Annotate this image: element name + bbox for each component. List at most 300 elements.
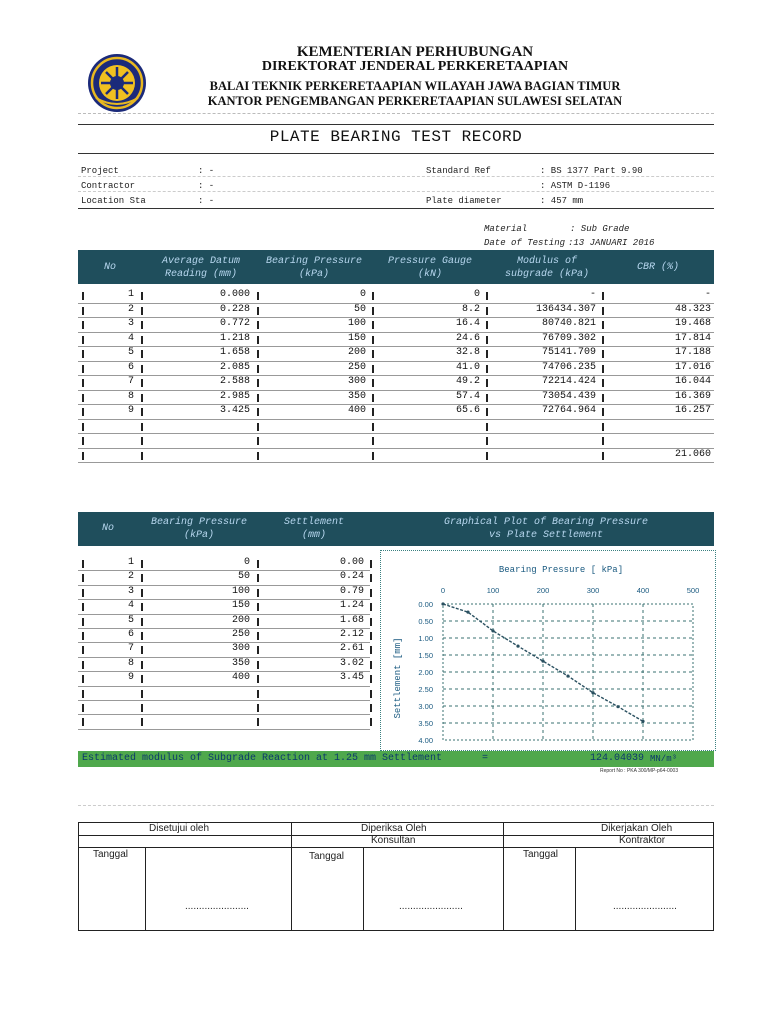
cell-bracket <box>141 336 143 344</box>
t1-cell-mod: 72764.964 <box>541 405 596 416</box>
cell-bracket <box>141 437 143 445</box>
cell-bracket <box>82 292 84 300</box>
cell-bracket <box>141 661 143 669</box>
t2-cell-no <box>86 714 134 728</box>
cell-bracket <box>486 307 488 315</box>
cell-bracket <box>370 704 372 712</box>
t1-col-bp-2: (kPa) <box>298 269 329 280</box>
cell-bracket <box>82 661 84 669</box>
cell-bracket <box>370 632 372 640</box>
cell-bracket <box>257 718 259 726</box>
t2-cell-bp: 50 <box>237 571 250 583</box>
t1-cell-cbr: 21.060 <box>674 448 711 460</box>
t1-cell-datum: 2.985 <box>219 390 250 402</box>
t1-cell-pg: 16.4 <box>455 318 480 329</box>
cell-bracket <box>372 350 374 358</box>
sig-divider-2 <box>503 823 504 930</box>
cell-bracket <box>141 718 143 726</box>
x-tick-label: 0 <box>440 586 446 595</box>
cell-bracket <box>372 365 374 373</box>
t2-cell-no: 1 <box>127 557 134 568</box>
t1-col-mod-1: Modulus of <box>516 256 577 267</box>
t1-col-mod-2: subgrade (kPa) <box>504 269 589 280</box>
t1-cell-bp: 50 <box>353 303 366 315</box>
t2-cell-no: 9 <box>127 672 134 684</box>
cell-bracket <box>370 603 372 611</box>
meta-rule-2 <box>78 191 714 192</box>
meta-rule-3 <box>78 208 714 209</box>
t1-cell-mod: 136434.307 <box>535 303 596 315</box>
cell-bracket <box>370 675 372 683</box>
t1-cell-bp: 200 <box>347 347 366 358</box>
t1-cell-cbr: 19.468 <box>674 318 711 329</box>
t1-cell-pg: 32.8 <box>455 347 480 358</box>
t2-cell-set: 3.02 <box>339 657 364 669</box>
cell-bracket <box>602 452 604 460</box>
cell-bracket <box>82 336 84 344</box>
title-top-rule <box>78 124 714 125</box>
t1-cell-datum: 2.588 <box>219 376 250 387</box>
t2-cell-set: 0.00 <box>339 557 364 568</box>
y-tick-label: 1.50 <box>418 651 433 660</box>
t1-cell-bp: 300 <box>347 376 366 387</box>
header-office: BALAI TEKNIK PERKERETAAPIAN WILAYAH JAWA BAGIAN TIMUR <box>209 79 621 93</box>
cell-bracket <box>602 408 604 416</box>
t1-cell-pg <box>376 433 480 447</box>
estimate-value: 124.04039 <box>590 753 645 764</box>
sig-rule-bottom <box>79 847 713 848</box>
x-tick-label: 200 <box>536 586 550 595</box>
cell-bracket <box>82 452 84 460</box>
cell-bracket <box>372 423 374 431</box>
cell-bracket <box>141 646 143 654</box>
cell-bracket <box>141 394 143 402</box>
cell-bracket <box>257 574 259 582</box>
t1-cell-bp <box>261 448 366 462</box>
cell-bracket <box>602 292 604 300</box>
t2-cell-set: 0.79 <box>339 585 364 597</box>
sig-rule-left <box>79 835 291 836</box>
cell-bracket <box>257 292 259 300</box>
cell-bracket <box>486 365 488 373</box>
cell-bracket <box>370 718 372 726</box>
t1-cell-pg: 65.6 <box>455 405 480 416</box>
sig-line-1: ....................... <box>185 901 249 912</box>
sig-line-2: ....................... <box>399 901 463 912</box>
t1-cell-pg: 24.6 <box>455 332 480 344</box>
cell-bracket <box>486 408 488 416</box>
cell-bracket <box>486 292 488 300</box>
t1-cell-datum <box>145 419 250 433</box>
cell-bracket <box>370 618 372 626</box>
sig-contractor: Kontraktor <box>619 835 666 846</box>
t1-cell-pg: 41.0 <box>455 361 480 373</box>
plate-label: Plate diameter <box>426 196 502 206</box>
t1-cell-bp: 100 <box>347 318 366 329</box>
cell-bracket <box>486 452 488 460</box>
y-tick-label: 0.50 <box>418 617 433 626</box>
cell-bracket <box>82 603 84 611</box>
cell-bracket <box>370 690 372 698</box>
t1-cell-cbr: 16.369 <box>674 390 711 402</box>
cell-bracket <box>257 394 259 402</box>
cell-bracket <box>486 321 488 329</box>
cell-bracket <box>372 321 374 329</box>
plate-value: : 457 mm <box>540 196 584 206</box>
cell-bracket <box>141 365 143 373</box>
t2-plot-title-1: Graphical Plot of Bearing Pressure <box>443 517 649 528</box>
t2-cell-set <box>261 700 364 714</box>
cell-bracket <box>372 379 374 387</box>
cell-bracket <box>82 365 84 373</box>
cell-bracket <box>141 452 143 460</box>
sig-subdiv-1 <box>145 847 146 930</box>
t2-plot-title-2: vs Plate Settlement <box>488 530 604 541</box>
estimate-label: Estimated modulus of Subgrade Reaction at 1.25 mm Settlement <box>82 753 443 764</box>
t1-cell-cbr <box>606 419 711 433</box>
cell-bracket <box>486 379 488 387</box>
t1-cell-cbr: 17.814 <box>674 332 711 344</box>
t1-cell-pg <box>376 448 480 462</box>
cell-bracket <box>82 394 84 402</box>
cell-bracket <box>602 336 604 344</box>
sig-line-3: ....................... <box>613 901 677 912</box>
t1-cell-bp <box>261 433 366 447</box>
cell-bracket <box>141 560 143 568</box>
sig-done-by: Dikerjakan Oleh <box>601 823 673 834</box>
cell-bracket <box>486 394 488 402</box>
t1-cell-pg <box>376 419 480 433</box>
t2-cell-no: 8 <box>127 657 134 669</box>
t1-col-pg-1: Pressure Gauge <box>387 256 472 267</box>
cell-bracket <box>372 394 374 402</box>
cell-bracket <box>141 589 143 597</box>
t2-cell-bp: 300 <box>231 643 250 655</box>
cell-bracket <box>486 437 488 445</box>
t1-cell-bp: 150 <box>347 332 366 344</box>
y-tick-label: 2.50 <box>418 685 433 694</box>
cell-bracket <box>257 307 259 315</box>
chart-title: Bearing Pressure [ kPa] <box>498 565 624 575</box>
t2-col-bp-1: Bearing Pressure <box>150 517 247 528</box>
cell-bracket <box>257 618 259 626</box>
t1-cell-pg: 0 <box>473 289 480 300</box>
t2-cell-no: 2 <box>127 571 134 583</box>
standard-label: Standard Ref <box>426 166 491 176</box>
cell-bracket <box>257 423 259 431</box>
settlement-chart <box>381 551 715 750</box>
t1-cell-cbr: 17.016 <box>674 361 711 373</box>
t2-col-set-1: Settlement <box>283 517 344 528</box>
sig-approved-by: Disetujui oleh <box>149 823 210 834</box>
cell-bracket <box>370 574 372 582</box>
t1-row-line <box>78 462 714 463</box>
t1-cell-mod: 76709.302 <box>541 332 596 344</box>
cell-bracket <box>257 661 259 669</box>
cell-bracket <box>82 574 84 582</box>
cell-bracket <box>257 646 259 654</box>
cell-bracket <box>602 365 604 373</box>
t1-cell-no <box>86 448 134 462</box>
x-tick-label: 100 <box>486 586 500 595</box>
header-ministry: KEMENTERIAN PERHUBUNGAN <box>296 44 534 60</box>
t2-cell-no <box>86 686 134 700</box>
t1-cell-datum: 3.425 <box>219 405 250 416</box>
t1-cell-cbr <box>606 433 711 447</box>
t1-cell-mod <box>490 419 596 433</box>
x-tick-label: 400 <box>636 586 650 595</box>
t1-cell-mod <box>490 448 596 462</box>
cell-bracket <box>370 560 372 568</box>
cell-bracket <box>82 618 84 626</box>
t1-cell-mod <box>490 433 596 447</box>
t1-cell-no: 5 <box>127 347 134 358</box>
t1-cell-no: 1 <box>127 289 134 300</box>
cell-bracket <box>141 704 143 712</box>
t1-cell-bp <box>261 419 366 433</box>
t2-row-line <box>78 729 370 730</box>
t1-cell-no: 6 <box>127 361 134 373</box>
t1-cell-datum: 0.228 <box>219 303 250 315</box>
cell-bracket <box>141 321 143 329</box>
project-label: Project <box>81 166 119 176</box>
cell-bracket <box>82 379 84 387</box>
cell-bracket <box>82 350 84 358</box>
y-tick-label: 0.00 <box>418 600 433 609</box>
t1-cell-no: 2 <box>127 303 134 315</box>
t2-cell-no: 6 <box>127 629 134 640</box>
contractor-label: Contractor <box>81 181 136 191</box>
cell-bracket <box>372 437 374 445</box>
t2-cell-no: 7 <box>127 643 134 655</box>
cell-bracket <box>141 379 143 387</box>
t2-cell-bp: 350 <box>231 657 250 669</box>
t2-cell-bp: 150 <box>231 600 250 612</box>
t1-col-no: No <box>103 262 116 273</box>
cell-bracket <box>82 321 84 329</box>
cell-bracket <box>82 408 84 416</box>
estimate-bar <box>78 751 714 767</box>
t1-cell-datum: 1.658 <box>219 347 250 358</box>
cell-bracket <box>257 365 259 373</box>
t1-cell-datum: 0.772 <box>219 318 250 329</box>
t2-cell-no: 4 <box>127 600 134 612</box>
cell-bracket <box>141 292 143 300</box>
t2-cell-set <box>261 714 364 728</box>
t1-cell-no: 4 <box>127 332 134 344</box>
sig-divider-1 <box>291 823 292 930</box>
t2-cell-no: 3 <box>127 585 134 597</box>
cell-bracket <box>82 560 84 568</box>
t1-cell-bp: 250 <box>347 361 366 373</box>
cell-bracket <box>370 646 372 654</box>
t2-col-no: No <box>101 523 114 534</box>
t1-cell-bp: 350 <box>347 390 366 402</box>
cell-bracket <box>372 452 374 460</box>
t1-cell-mod: 74706.235 <box>541 361 596 373</box>
cell-bracket <box>602 437 604 445</box>
settlement-point <box>566 674 569 677</box>
cell-bracket <box>602 321 604 329</box>
cell-bracket <box>257 560 259 568</box>
t1-col-datum-2: Reading (mm) <box>164 269 237 280</box>
cell-bracket <box>141 603 143 611</box>
cell-bracket <box>257 408 259 416</box>
settlement-point <box>591 691 594 694</box>
cell-bracket <box>82 437 84 445</box>
sig-subdiv-3 <box>575 847 576 930</box>
t1-cell-no: 7 <box>127 376 134 387</box>
cell-bracket <box>141 423 143 431</box>
t2-cell-bp: 250 <box>231 629 250 640</box>
cell-bracket <box>486 423 488 431</box>
estimate-equals: = <box>482 753 489 764</box>
t2-cell-no <box>86 700 134 714</box>
t1-cell-mod: 80740.821 <box>541 318 596 329</box>
table1-header <box>78 250 714 284</box>
cell-bracket <box>486 350 488 358</box>
t1-cell-mod: 73054.439 <box>541 390 596 402</box>
cell-bracket <box>602 379 604 387</box>
cell-bracket <box>372 307 374 315</box>
cell-bracket <box>602 394 604 402</box>
y-tick-label: 4.00 <box>418 736 433 745</box>
t1-cell-cbr: 17.188 <box>674 347 711 358</box>
settlement-point <box>616 705 619 708</box>
cell-bracket <box>257 336 259 344</box>
t2-cell-bp <box>145 714 250 728</box>
t1-cell-datum: 0.000 <box>219 289 250 300</box>
cell-bracket <box>257 603 259 611</box>
cell-bracket <box>257 379 259 387</box>
ministry-logo-icon <box>86 52 148 114</box>
material-label: Material <box>484 224 528 234</box>
t1-cell-no: 9 <box>127 405 134 416</box>
header-branch: KANTOR PENGEMBANGAN PERKERETAAPIAN SULAWESI SELATAN <box>207 94 623 108</box>
cell-bracket <box>82 589 84 597</box>
y-tick-label: 1.00 <box>418 634 433 643</box>
t2-col-set-2: (mm) <box>301 530 326 541</box>
settlement-point <box>516 645 519 648</box>
t1-cell-pg: 8.2 <box>461 303 480 315</box>
cell-bracket <box>602 423 604 431</box>
standard-value-2: : ASTM D-1196 <box>540 181 611 191</box>
sig-checked-by: Diperiksa Oleh <box>361 823 427 834</box>
t2-col-bp-2: (kPa) <box>183 530 214 541</box>
cell-bracket <box>257 589 259 597</box>
chart-y-axis-label: Settlement [mm] <box>393 637 403 719</box>
meta-rule-1 <box>78 176 714 177</box>
t2-cell-bp: 100 <box>231 585 250 597</box>
t1-col-datum-1: Average Datum <box>161 256 240 267</box>
t2-cell-set: 2.61 <box>339 643 364 655</box>
sig-subdiv-2 <box>363 847 364 930</box>
cell-bracket <box>372 292 374 300</box>
t1-cell-no <box>86 419 134 433</box>
title-bottom-rule <box>78 153 714 154</box>
t1-cell-bp: 0 <box>359 289 366 300</box>
x-tick-label: 500 <box>686 586 700 595</box>
header-directorate: DIREKTORAT JENDERAL PERKERETAAPIAN <box>261 59 569 74</box>
contractor-value: : - <box>198 181 215 191</box>
cell-bracket <box>141 618 143 626</box>
cell-bracket <box>257 675 259 683</box>
header-divider <box>78 113 714 114</box>
cell-bracket <box>82 423 84 431</box>
t1-cell-cbr: - <box>704 289 711 300</box>
t2-cell-bp: 200 <box>231 614 250 626</box>
cell-bracket <box>141 408 143 416</box>
date-label: Date of Testing <box>484 238 566 248</box>
location-label: Location Sta <box>81 196 146 206</box>
standard-value-1: : BS 1377 Part 9.90 <box>540 166 643 176</box>
t1-cell-mod: - <box>589 289 596 300</box>
cell-bracket <box>82 690 84 698</box>
sig-date-3: Tanggal <box>523 849 559 860</box>
t2-cell-set: 1.24 <box>339 600 364 612</box>
t1-cell-datum: 1.218 <box>219 332 250 344</box>
sig-date-1: Tanggal <box>93 849 129 860</box>
cell-bracket <box>141 675 143 683</box>
material-value: : Sub Grade <box>570 224 630 234</box>
cell-bracket <box>82 646 84 654</box>
sig-consultant: Konsultan <box>371 835 416 846</box>
page-title: PLATE BEARING TEST RECORD <box>269 128 523 146</box>
t2-cell-set <box>261 686 364 700</box>
t1-cell-mod: 75141.709 <box>541 347 596 358</box>
t1-col-cbr: CBR (%) <box>636 262 679 273</box>
cell-bracket <box>82 675 84 683</box>
cell-bracket <box>602 350 604 358</box>
project-value: : - <box>198 166 215 176</box>
t1-cell-datum <box>145 448 250 462</box>
x-tick-label: 300 <box>586 586 600 595</box>
t2-cell-no: 5 <box>127 614 134 626</box>
cell-bracket <box>82 704 84 712</box>
y-tick-label: 3.00 <box>418 702 433 711</box>
table2-header <box>78 512 714 546</box>
t1-cell-pg: 49.2 <box>455 376 480 387</box>
chart-marks <box>441 602 644 723</box>
t1-cell-cbr: 16.257 <box>674 405 711 416</box>
t2-cell-set: 3.45 <box>339 672 364 684</box>
cell-bracket <box>141 574 143 582</box>
footer-divider <box>78 805 714 806</box>
cell-bracket <box>370 589 372 597</box>
cell-bracket <box>257 690 259 698</box>
t1-cell-pg: 57.4 <box>455 390 480 402</box>
t2-cell-bp: 400 <box>231 672 250 684</box>
t2-cell-bp <box>145 686 250 700</box>
cell-bracket <box>82 718 84 726</box>
t1-cell-datum: 2.085 <box>219 361 250 373</box>
cell-bracket <box>257 350 259 358</box>
t2-cell-set: 0.24 <box>339 571 364 583</box>
t1-cell-no <box>86 433 134 447</box>
cell-bracket <box>141 690 143 698</box>
sig-date-2: Tanggal <box>309 851 345 862</box>
t1-col-bp-1: Bearing Pressure <box>265 256 362 267</box>
cell-bracket <box>257 452 259 460</box>
t1-cell-bp: 400 <box>347 405 366 416</box>
cell-bracket <box>141 307 143 315</box>
t1-cell-mod: 72214.424 <box>541 376 596 387</box>
cell-bracket <box>257 321 259 329</box>
cell-bracket <box>141 350 143 358</box>
cell-bracket <box>82 307 84 315</box>
y-tick-label: 2.00 <box>418 668 433 677</box>
y-tick-label: 3.50 <box>418 719 433 728</box>
